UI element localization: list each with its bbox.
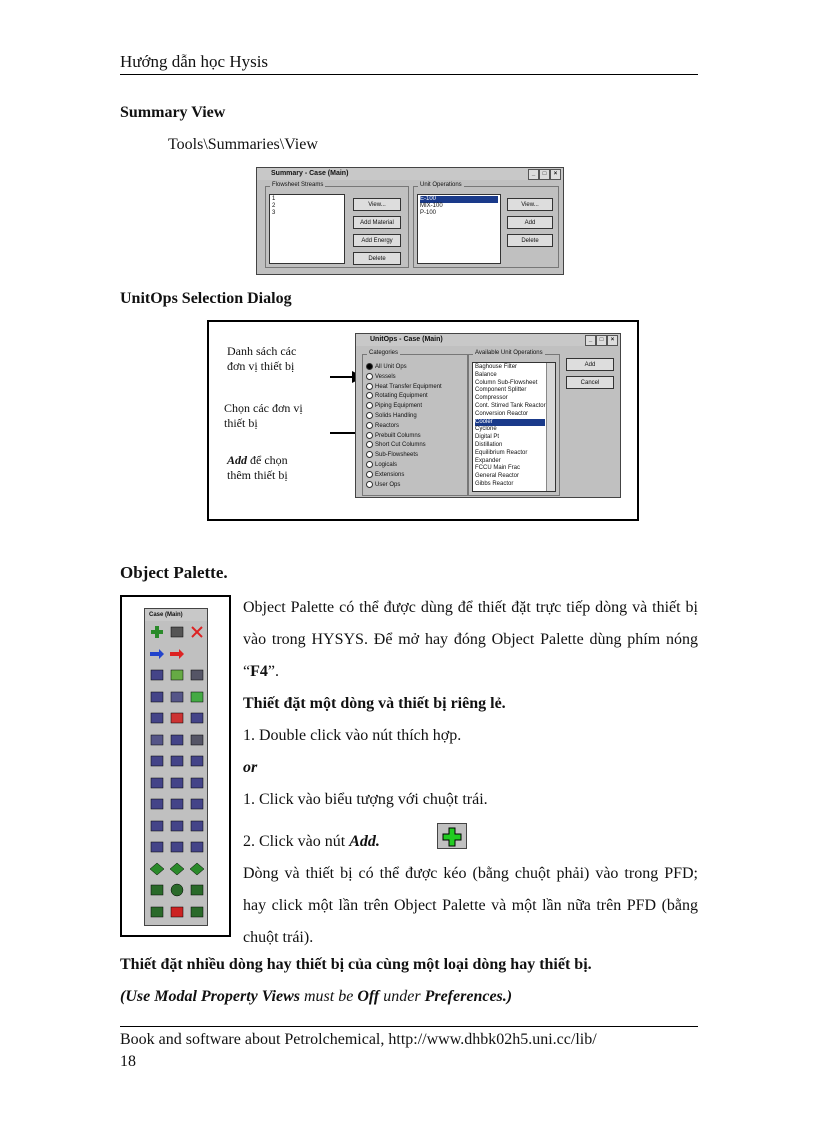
streams-list[interactable] xyxy=(269,194,345,264)
category-label: Sub-Flowsheets xyxy=(375,452,419,459)
note-part: must be xyxy=(300,988,358,1005)
unitops-window xyxy=(355,333,621,498)
available-list[interactable] xyxy=(472,362,556,492)
list-item[interactable]: Baghouse Filter xyxy=(475,364,518,370)
palette-subhead: Thiết đặt một dòng và thiết bị riêng lẻ. xyxy=(243,695,506,712)
list-item[interactable]: 2 xyxy=(272,203,276,209)
list-item[interactable]: Digital Pt xyxy=(475,434,500,441)
list-item[interactable]: Cont. Stirred Tank Reactor xyxy=(475,402,546,409)
list-item[interactable]: 3 xyxy=(272,210,276,216)
radio-dot[interactable] xyxy=(366,471,373,478)
or-text: or xyxy=(243,759,258,776)
adjust-icon[interactable] xyxy=(169,797,185,811)
list-item[interactable]: Conversion Reactor xyxy=(475,410,529,417)
tee-icon[interactable] xyxy=(149,711,165,725)
pump-icon[interactable] xyxy=(169,668,185,682)
list-item[interactable]: FCCU Main Frac xyxy=(475,465,521,472)
compressor-icon[interactable] xyxy=(149,733,165,747)
page-number: 18 xyxy=(120,1053,136,1070)
list-item[interactable]: P-100 xyxy=(420,210,437,216)
red-arrow-icon[interactable] xyxy=(169,647,185,661)
radio-dot[interactable] xyxy=(366,432,373,439)
list-item[interactable]: General Reactor xyxy=(475,473,520,480)
tank-icon[interactable] xyxy=(189,733,205,747)
delete-icon[interactable] xyxy=(189,625,205,639)
footer-text: Book and software about Petrolchemical, http://www.dhbk02h5.uni.cc/lib/ xyxy=(120,1031,597,1048)
step-2 xyxy=(243,826,698,858)
exchanger-icon[interactable] xyxy=(149,690,165,704)
palette-paragraph-2: Dòng và thiết bị có thể được kéo (bằng chuột phải) vào trong PFD; hay click một lần trên Object Palette và một lần nữa trên PFD (bằng chuột trái). xyxy=(243,865,698,946)
vessel-icon[interactable] xyxy=(189,668,205,682)
category-label: Extensions xyxy=(375,471,405,478)
step-2-pre: 2. Click vào nút xyxy=(243,833,350,850)
radio-dot[interactable] xyxy=(366,392,373,399)
note-part: under xyxy=(379,988,425,1005)
op-add-button[interactable]: Add xyxy=(507,216,553,229)
category-radio[interactable] xyxy=(366,441,426,448)
add-plus-button[interactable] xyxy=(437,823,467,849)
minimize-button[interactable]: _ xyxy=(585,335,596,346)
available-scrollbar[interactable] xyxy=(546,363,555,491)
hotkey-f4: F4 xyxy=(250,663,268,680)
radio-dot[interactable] xyxy=(366,451,373,458)
annotation-add-rest: để chọn xyxy=(247,453,288,467)
unitops-window-title: UnitOps - Case (Main) xyxy=(370,336,443,343)
category-label: User Ops xyxy=(375,481,401,488)
valve-icon[interactable] xyxy=(169,690,185,704)
pfr-icon[interactable] xyxy=(169,840,185,854)
category-radio[interactable] xyxy=(366,481,400,488)
available-items xyxy=(475,364,545,489)
radio-dot[interactable] xyxy=(366,422,373,429)
running-header: Hướng dẫn học Hysis xyxy=(120,52,269,71)
close-button[interactable]: × xyxy=(550,169,561,180)
box-icon[interactable] xyxy=(189,905,205,919)
logic-3-icon[interactable] xyxy=(189,819,205,833)
annotation-line: thiết bị xyxy=(224,416,258,430)
list-item[interactable]: Component Splitter xyxy=(475,387,527,394)
step-1b: 1. Click vào biểu tượng với chuột trái. xyxy=(243,791,488,808)
separator-icon[interactable] xyxy=(149,754,165,768)
category-label: Solids Handling xyxy=(375,413,417,420)
radio-dot[interactable] xyxy=(366,373,373,380)
header-rule xyxy=(120,74,698,75)
unitops-heading: UnitOps Selection Dialog xyxy=(120,290,292,307)
annotation-list xyxy=(227,344,296,374)
blue-arrow-icon[interactable] xyxy=(149,647,165,661)
streams-group-label: Flowsheet Streams xyxy=(272,182,324,188)
add-material-button[interactable]: Add Material xyxy=(353,216,401,229)
category-radio[interactable] xyxy=(366,422,399,429)
category-radio[interactable] xyxy=(366,451,418,458)
footer-rule xyxy=(120,1026,698,1027)
set-icon[interactable] xyxy=(149,797,165,811)
annotation-add-bold: Add xyxy=(227,453,248,467)
radio-dot[interactable] xyxy=(366,461,373,468)
list-item[interactable]: Balance xyxy=(475,371,497,378)
ops-group-label: Unit Operations xyxy=(420,182,462,188)
stream-view-button[interactable]: View... xyxy=(353,198,401,211)
splitter-icon[interactable] xyxy=(169,754,185,768)
plus-icon[interactable] xyxy=(149,625,165,639)
annotation-line: Danh sách các xyxy=(227,344,297,358)
bar-icon[interactable] xyxy=(189,883,205,897)
gibbs-icon[interactable] xyxy=(189,840,205,854)
expander-icon[interactable] xyxy=(169,733,185,747)
summary-window-title: Summary - Case (Main) xyxy=(271,170,349,177)
add-button[interactable]: Add xyxy=(566,358,614,371)
radio-dot[interactable] xyxy=(366,383,373,390)
list-item[interactable]: 1 xyxy=(272,196,276,202)
diamond-1-icon[interactable] xyxy=(149,862,165,876)
maximize-button[interactable]: □ xyxy=(596,335,607,346)
summary-window xyxy=(256,167,564,275)
categories-group-label: Categories xyxy=(369,350,399,356)
blank-icon xyxy=(189,647,205,661)
annotation-line: đơn vị thiết bị xyxy=(227,359,295,373)
grid-icon[interactable] xyxy=(149,883,165,897)
filter-icon[interactable] xyxy=(149,905,165,919)
logic-1-icon[interactable] xyxy=(149,819,165,833)
annotation-line: thêm thiết bị xyxy=(227,468,288,482)
multi-heading: Thiết đặt nhiều dòng hay thiết bị của cùng một loại dòng hay thiết bị. xyxy=(120,956,592,973)
radio-dot[interactable] xyxy=(366,363,373,370)
note-part: (Use Modal Property Views xyxy=(120,988,300,1005)
minimize-button[interactable]: _ xyxy=(528,169,539,180)
list-item[interactable]: Distillation xyxy=(475,441,503,448)
step-2-bold: Add. xyxy=(349,833,380,850)
available-group-label: Available Unit Operations xyxy=(475,350,543,356)
summary-path: Tools\Summaries\View xyxy=(168,136,318,153)
list-item[interactable]: Cyclone xyxy=(475,426,497,433)
preferences-note xyxy=(120,988,512,1006)
radio-dot[interactable] xyxy=(366,402,373,409)
annotation-line xyxy=(227,453,288,468)
list-item[interactable]: Cooler xyxy=(475,419,545,427)
p1-text: Object Palette có thể được dùng để thiết đặt trực tiếp dòng và thiết bị vào trong HYSYS. Để mở hay đóng Object Palette dùng phím nóng “ xyxy=(243,599,698,680)
category-label: Reactors xyxy=(375,422,400,429)
summary-titlebar xyxy=(257,168,563,180)
op-delete-button[interactable]: Delete xyxy=(507,234,553,247)
list-item[interactable]: Equilibrium Reactor xyxy=(475,449,528,456)
category-label: Rotating Equipment xyxy=(375,393,428,400)
list-item[interactable]: Expander xyxy=(475,457,501,464)
diamond-3-icon[interactable] xyxy=(189,862,205,876)
category-radio[interactable] xyxy=(366,373,396,380)
note-part: Off xyxy=(357,988,380,1005)
plus-icon xyxy=(438,824,466,848)
category-label: Piping Equipment xyxy=(375,403,423,410)
radio-dot[interactable] xyxy=(366,412,373,419)
ops-list[interactable] xyxy=(417,194,501,264)
cancel-button[interactable]: Cancel xyxy=(566,376,614,389)
column-icon[interactable] xyxy=(189,711,205,725)
palette-heading: Object Palette. xyxy=(120,563,228,582)
annotation-select xyxy=(224,401,303,431)
object-palette-window xyxy=(144,608,208,926)
list-item[interactable]: MIX-100 xyxy=(420,203,443,209)
list-item[interactable]: Compressor xyxy=(475,395,508,402)
column-2-icon[interactable] xyxy=(169,776,185,790)
logic-2-icon[interactable] xyxy=(169,819,185,833)
category-label: All Unit Ops xyxy=(375,364,407,371)
close-button[interactable]: × xyxy=(607,335,618,346)
category-radio[interactable] xyxy=(366,392,428,399)
unitops-titlebar xyxy=(356,334,620,346)
note-part: Preferences.) xyxy=(424,988,513,1005)
list-item[interactable]: Column Sub-Flowsheet xyxy=(475,379,538,386)
radio-dot[interactable] xyxy=(366,441,373,448)
list-item[interactable]: E-100 xyxy=(420,196,498,203)
lock-icon[interactable] xyxy=(169,625,185,639)
op-view-button[interactable]: View... xyxy=(507,198,553,211)
category-label: Vessels xyxy=(375,373,396,380)
reactor-icon[interactable] xyxy=(169,711,185,725)
stream-delete-button[interactable]: Delete xyxy=(353,252,401,265)
palette-paragraph-1 xyxy=(243,592,698,688)
category-radio[interactable] xyxy=(366,383,442,390)
category-radio[interactable] xyxy=(366,363,407,370)
recycle-icon[interactable] xyxy=(189,776,205,790)
category-label: Short Cut Columns xyxy=(375,442,426,449)
category-label: Heat Transfer Equipment xyxy=(375,383,442,390)
pipe-icon[interactable] xyxy=(189,754,205,768)
add-energy-button[interactable]: Add Energy xyxy=(353,234,401,247)
category-radio[interactable] xyxy=(366,402,422,409)
mixer-icon[interactable] xyxy=(149,668,165,682)
summary-heading: Summary View xyxy=(120,104,226,121)
annotation-line: Chọn các đơn vị xyxy=(224,401,303,415)
palette-title: Case (Main) xyxy=(149,612,183,618)
category-label: Logicals xyxy=(375,462,398,469)
palette-titlebar xyxy=(145,609,207,621)
cooler-icon[interactable] xyxy=(189,690,205,704)
diamond-2-icon[interactable] xyxy=(169,862,185,876)
cstr-icon[interactable] xyxy=(149,840,165,854)
category-radio[interactable] xyxy=(366,471,404,478)
category-radio[interactable] xyxy=(366,461,397,468)
category-radio[interactable] xyxy=(366,412,417,419)
maximize-button[interactable]: □ xyxy=(539,169,550,180)
list-item[interactable]: Gibbs Reactor xyxy=(475,480,514,487)
step-1a: 1. Double click vào nút thích hợp. xyxy=(243,727,462,744)
category-label: Prebuilt Columns xyxy=(375,432,421,439)
category-radio[interactable] xyxy=(366,432,421,439)
circle-icon[interactable] xyxy=(169,883,185,897)
radio-dot[interactable] xyxy=(366,481,373,488)
p1-end: ”. xyxy=(267,663,279,680)
hx-icon[interactable] xyxy=(149,776,165,790)
red-tank-icon[interactable] xyxy=(169,905,185,919)
spreadsheet-icon[interactable] xyxy=(189,797,205,811)
annotation-add xyxy=(227,453,288,483)
